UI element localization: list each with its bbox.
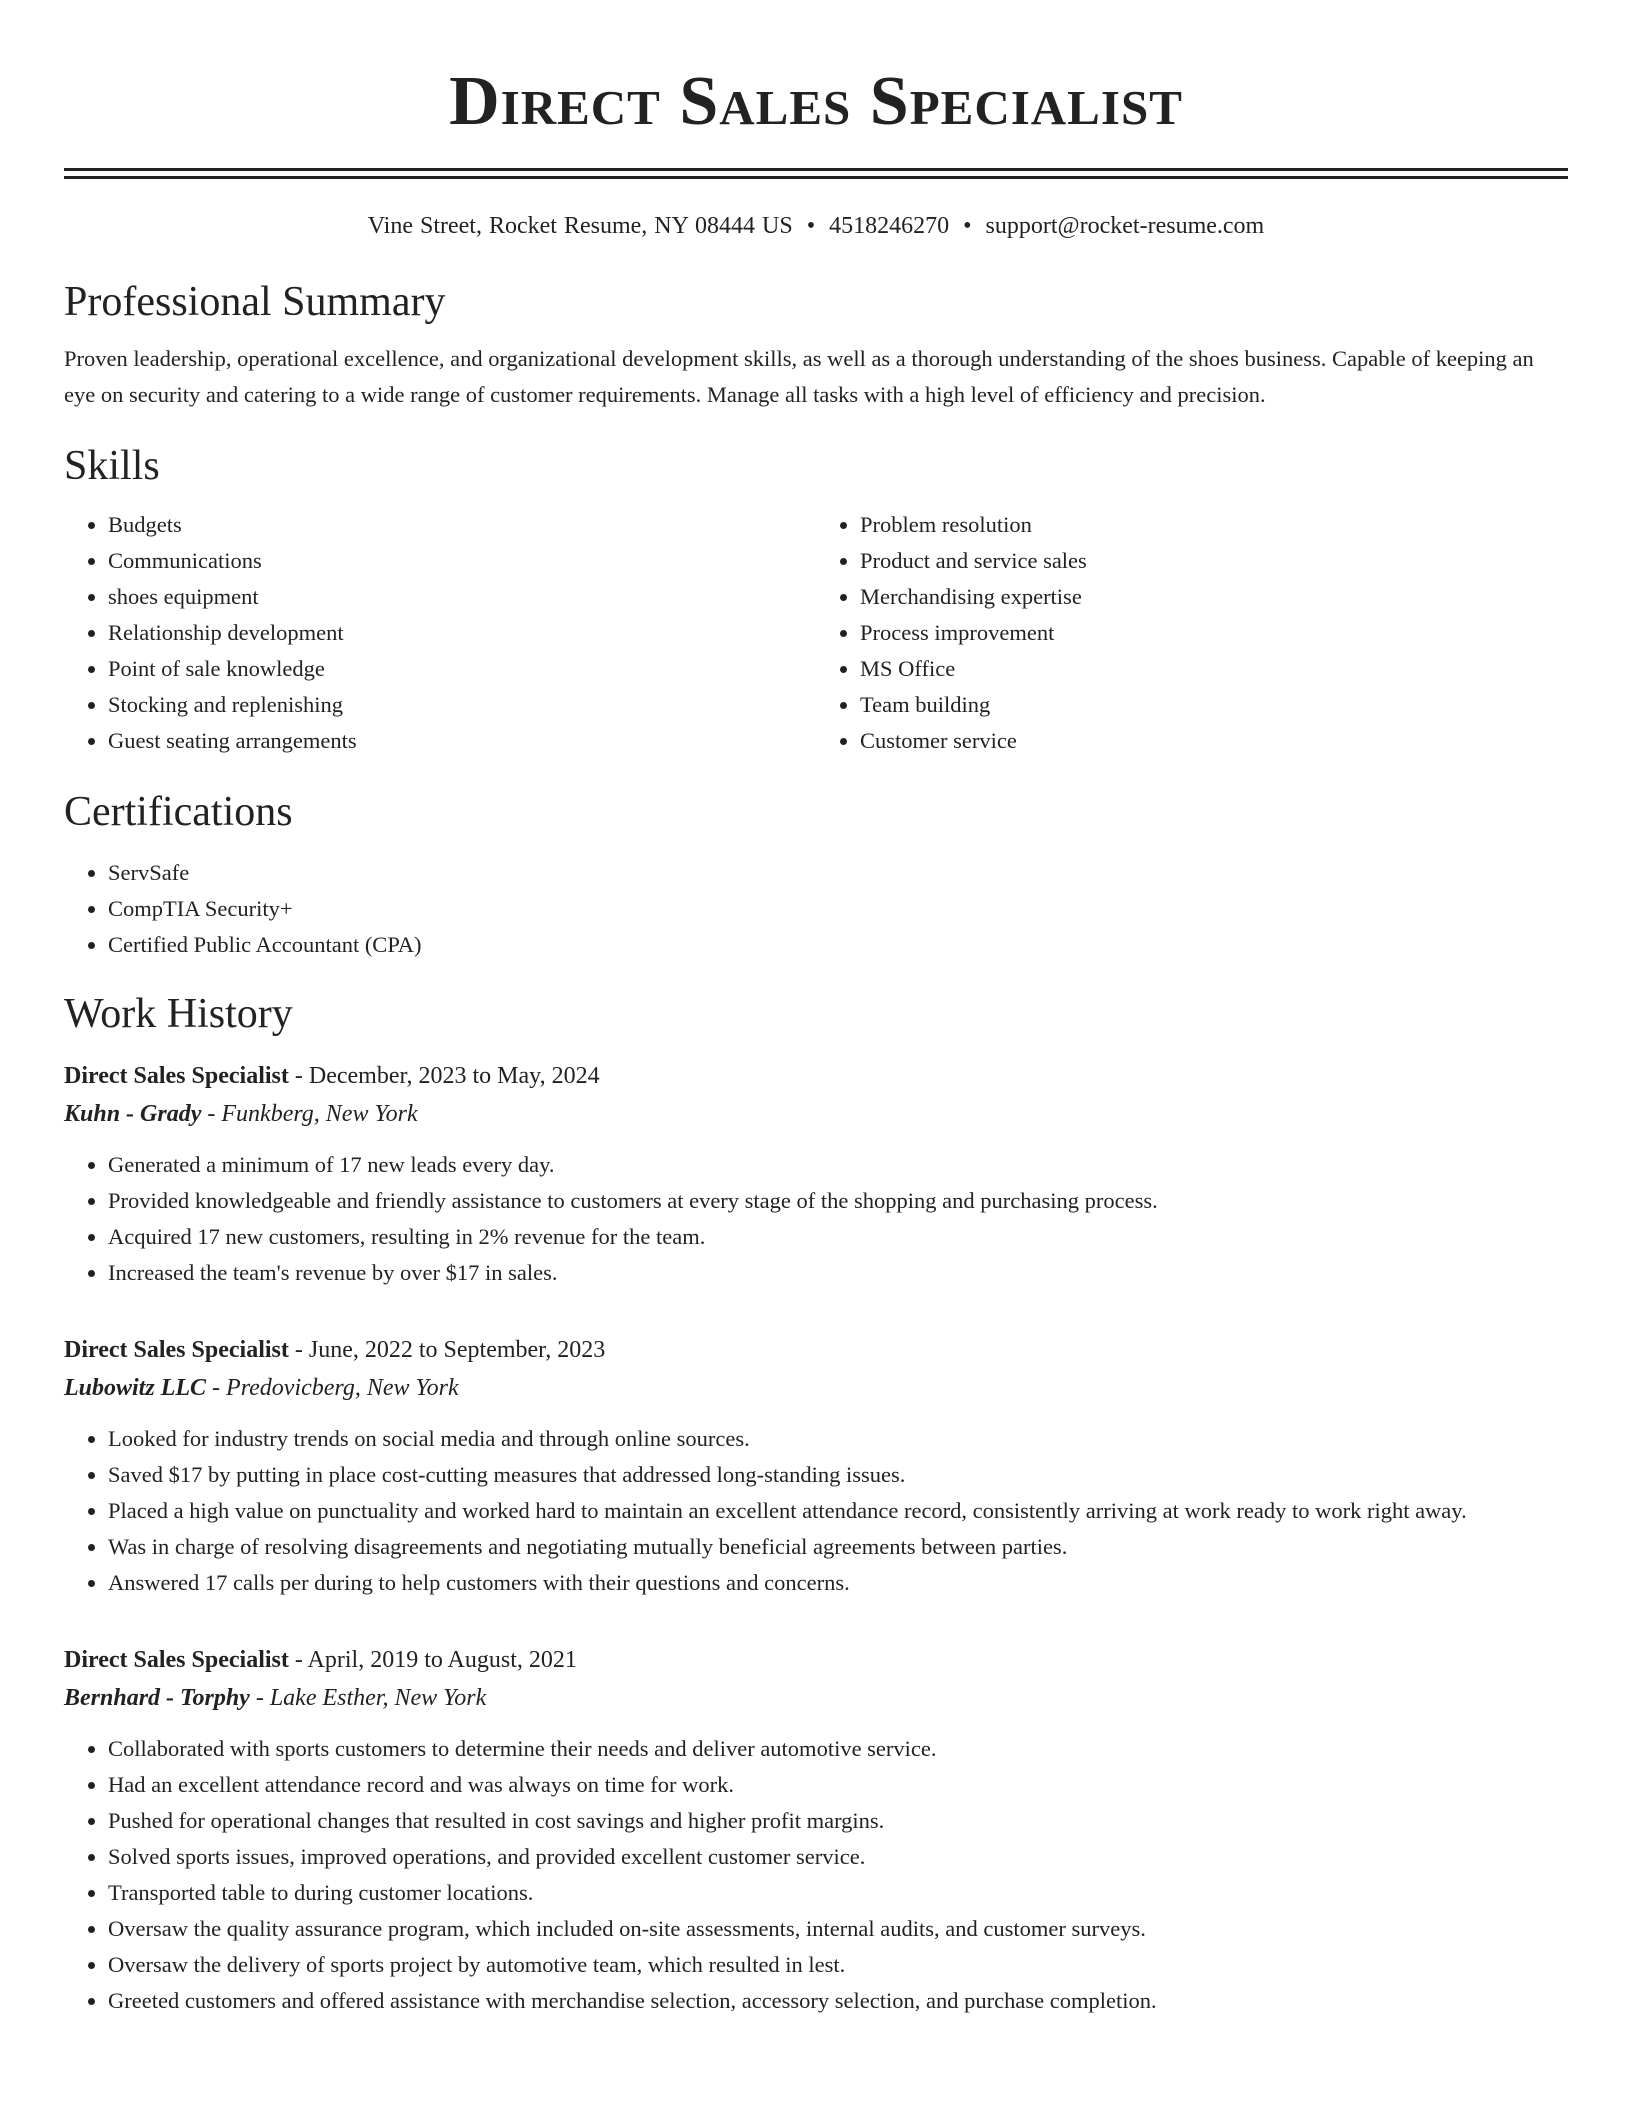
job-bullet: • Oversaw the delivery of sports project by automotive team, which resulted in lest. <box>108 1947 1568 1983</box>
job-bullet: • Collaborated with sports customers to determine their needs and deliver automotive service. <box>108 1731 1568 1767</box>
job-bullet: • Acquired 17 new customers, resulting in 2% revenue for the team. <box>108 1219 1568 1255</box>
job-dash: - <box>201 1101 222 1127</box>
summary-heading: Professional Summary <box>64 279 446 325</box>
skills-grid <box>64 507 1568 759</box>
job-bullets <box>64 1421 1568 1601</box>
job-company: Lubowitz LLC <box>64 1375 207 1401</box>
job-bullet: • Was in charge of resolving disagreements and negotiating mutually beneficial agreements between parties. <box>108 1529 1568 1565</box>
skill-item: • Merchandising expertise <box>860 579 1568 615</box>
job-location: Lake Esther, New York <box>269 1685 487 1711</box>
job-bullet: • Solved sports issues, improved operations, and provided excellent customer service. <box>108 1839 1568 1875</box>
skill-item: • MS Office <box>860 651 1568 687</box>
job-location: Funkberg, New York <box>221 1101 418 1127</box>
job-title-line <box>64 1331 1568 1369</box>
job-dash: - <box>249 1685 270 1711</box>
certifications-list <box>64 855 1568 963</box>
job-title-line <box>64 1641 1568 1679</box>
skill-item: • Budgets <box>108 507 816 543</box>
summary-section <box>64 277 1568 413</box>
job-bullet: • Pushed for operational changes that resulted in cost savings and higher profit margins. <box>108 1803 1568 1839</box>
job-company-line <box>64 1369 1568 1407</box>
candidate-name: Direct Sales Specialist <box>449 63 1183 140</box>
skill-item: • Product and service sales <box>860 543 1568 579</box>
skill-item: • Problem resolution <box>860 507 1568 543</box>
skill-item: • Point of sale knowledge <box>108 651 816 687</box>
header-double-rule <box>64 168 1568 179</box>
job-dash: - <box>288 1647 308 1673</box>
job-bullet: • Answered 17 calls per during to help customers with their questions and concerns. <box>108 1565 1568 1601</box>
contact-line <box>64 209 1568 243</box>
job-bullets <box>64 1731 1568 2019</box>
certification-item: • Certified Public Accountant (CPA) <box>108 927 1568 963</box>
certifications-heading: Certifications <box>64 789 293 835</box>
job-bullet: • Oversaw the quality assurance program, which included on-site assessments, internal audits, and customer surveys. <box>108 1911 1568 1947</box>
work-history-heading: Work History <box>64 991 293 1037</box>
skill-item: • Stocking and replenishing <box>108 687 816 723</box>
skill-item: • shoes equipment <box>108 579 816 615</box>
job-bullet: • Transported table to during customer locations. <box>108 1875 1568 1911</box>
skills-column-right <box>816 507 1568 759</box>
skill-item: • Communications <box>108 543 816 579</box>
job-bullets <box>64 1147 1568 1291</box>
job-bullet: • Increased the team's revenue by over $17 in sales. <box>108 1255 1568 1291</box>
certification-item: • CompTIA Security+ <box>108 891 1568 927</box>
contact-phone: 4518246270 <box>829 213 950 239</box>
job-bullet: • Saved $17 by putting in place cost-cutting measures that addressed long-standing issues. <box>108 1457 1568 1493</box>
job-dash: - <box>206 1375 227 1401</box>
contact-separator: • <box>806 213 816 239</box>
job-bullet: • Placed a high value on punctuality and worked hard to maintain an excellent attendance record, consistently arriving at work ready to work right away. <box>108 1493 1568 1529</box>
skill-item: • Guest seating arrangements <box>108 723 816 759</box>
job-title: Direct Sales Specialist <box>64 1337 289 1363</box>
job-entry <box>64 1331 1568 1601</box>
job-dates: April, 2019 to August, 2021 <box>307 1647 577 1673</box>
job-bullet: • Had an excellent attendance record and was always on time for work. <box>108 1767 1568 1803</box>
job-dash: - <box>288 1337 309 1363</box>
certifications-section <box>64 787 1568 963</box>
job-company: Bernhard - Torphy <box>64 1685 250 1711</box>
job-company-line <box>64 1095 1568 1133</box>
certification-item: • ServSafe <box>108 855 1568 891</box>
contact-email: support@rocket-resume.com <box>985 213 1265 239</box>
job-title: Direct Sales Specialist <box>64 1063 289 1089</box>
job-location: Predovicberg, New York <box>226 1375 459 1401</box>
skill-item: • Team building <box>860 687 1568 723</box>
work-history-section <box>64 989 1568 2019</box>
contact-separator: • <box>963 213 972 239</box>
skill-item: • Relationship development <box>108 615 816 651</box>
job-dates: December, 2023 to May, 2024 <box>308 1063 600 1089</box>
contact-address: Vine Street, Rocket Resume, NY 08444 US <box>367 213 793 239</box>
job-bullet: • Looked for industry trends on social media and through online sources. <box>108 1421 1568 1457</box>
job-company: Kuhn - Grady <box>64 1101 202 1127</box>
job-dates: June, 2022 to September, 2023 <box>308 1337 606 1363</box>
job-title: Direct Sales Specialist <box>64 1647 289 1673</box>
job-bullet: • Generated a minimum of 17 new leads every day. <box>108 1147 1568 1183</box>
skills-heading: Skills <box>64 443 160 489</box>
summary-text: Proven leadership, operational excellence, and organizational development skills, as well as a thorough understanding of the shoes business. Capable of keeping an eye on security and catering to a wide range of customer requirements. Manage all tasks with a high level of efficiency and precision. <box>64 346 1534 407</box>
skills-column-left <box>64 507 816 759</box>
job-title-line <box>64 1057 1568 1095</box>
job-bullet: • Greeted customers and offered assistance with merchandise selection, accessory selection, and purchase completion. <box>108 1983 1568 2019</box>
job-company-line <box>64 1679 1568 1717</box>
skills-section <box>64 441 1568 759</box>
job-entry <box>64 1641 1568 2019</box>
job-bullet: • Provided knowledgeable and friendly assistance to customers at every stage of the shopping and purchasing process. <box>108 1183 1568 1219</box>
skill-item: • Customer service <box>860 723 1568 759</box>
skill-item: • Process improvement <box>860 615 1568 651</box>
job-entry <box>64 1057 1568 1291</box>
job-dash: - <box>288 1063 309 1089</box>
